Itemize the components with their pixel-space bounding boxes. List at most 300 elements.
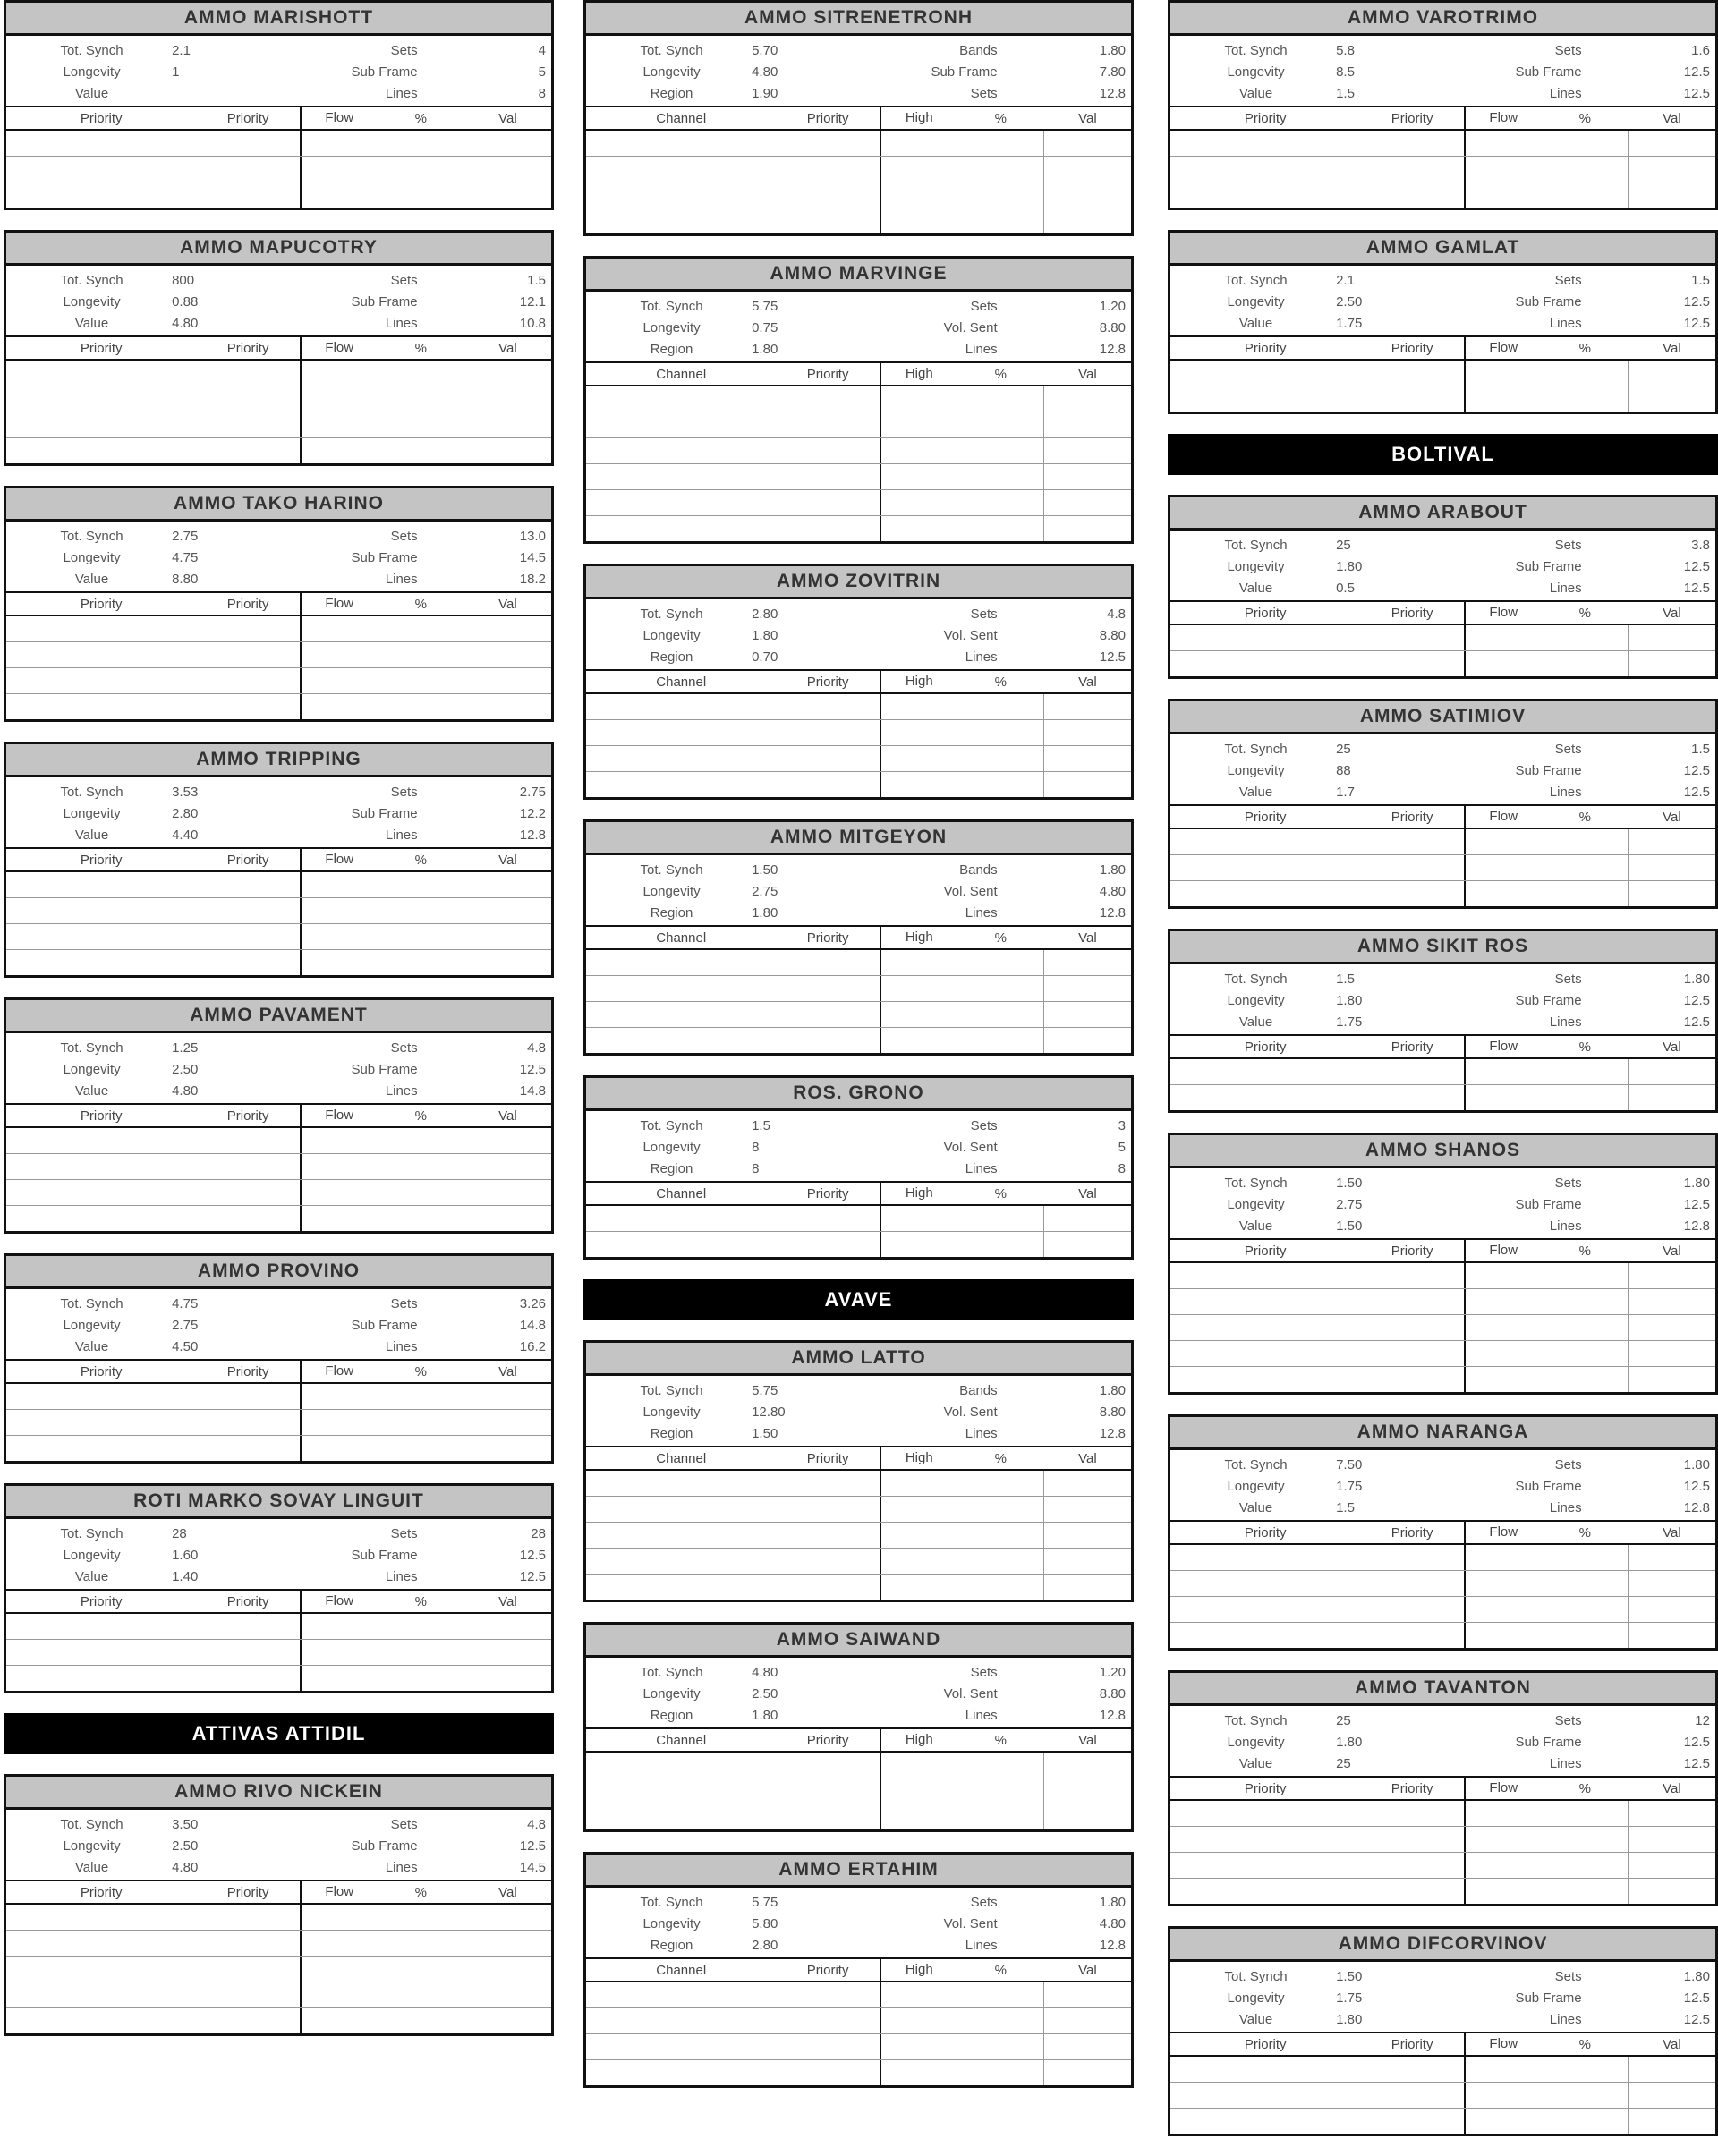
table-cell	[300, 1666, 376, 1691]
stat-label: Vol. Sent	[943, 883, 998, 899]
table-cell	[464, 642, 551, 667]
stat-value: 12.5	[1683, 64, 1710, 80]
data-card	[583, 1852, 1134, 2088]
table-header	[586, 1957, 1131, 1982]
table-header	[6, 591, 551, 616]
table-cell	[1464, 1341, 1540, 1366]
column-header: %	[994, 1185, 1007, 1201]
table-row	[6, 1931, 551, 1957]
column-header: Val	[498, 1593, 517, 1609]
stat-value: 5.75	[752, 1382, 778, 1398]
stat-label: Sub Frame	[1515, 992, 1582, 1008]
stat-label: Lines	[965, 1425, 998, 1441]
stat-value: 4.80	[752, 1664, 778, 1680]
table-cell	[464, 1384, 551, 1409]
stat-label: Longevity	[63, 1547, 121, 1563]
table-header	[586, 1446, 1131, 1471]
table-cell	[1464, 1827, 1540, 1852]
table-cell	[1043, 2034, 1131, 2059]
data-card	[583, 564, 1134, 800]
stat-label: Value	[74, 315, 109, 331]
stat-label: Sub Frame	[351, 64, 418, 80]
stat-value: 0.5	[1336, 580, 1355, 596]
column-header: %	[1578, 1524, 1591, 1541]
table-cell	[1464, 131, 1540, 156]
column-header: Priority	[1244, 110, 1287, 126]
stat-value: 1.75	[1336, 1990, 1363, 2006]
column-header: %	[994, 366, 1007, 382]
table-header	[1170, 804, 1715, 829]
column-header: High	[880, 1447, 957, 1469]
section-banner: AVAVE	[583, 1279, 1134, 1320]
table-cell	[464, 1905, 551, 1930]
stat-value: 2.80	[752, 1937, 778, 1953]
column-header: %	[1578, 1039, 1591, 1055]
table-header	[6, 1589, 551, 1614]
stat-row	[12, 269, 546, 291]
stat-value: 8.5	[1336, 64, 1355, 80]
card-title: AMMO SHANOS	[1170, 1135, 1715, 1168]
stat-value: 1.50	[752, 1425, 778, 1441]
stat-label: Value	[1238, 1218, 1273, 1234]
table-cell	[1464, 1571, 1540, 1596]
table-cell	[880, 1028, 956, 1053]
table-row	[1170, 625, 1715, 651]
stat-value: 1.20	[1099, 298, 1126, 314]
column-header: Priority	[226, 1884, 269, 1900]
stat-value: 1.5	[1336, 1499, 1355, 1515]
stat-label: Region	[650, 341, 693, 357]
stat-row	[1176, 269, 1710, 291]
stat-value: 1.5	[527, 272, 546, 288]
stat-row	[591, 1934, 1126, 1956]
stat-value: 4.8	[1107, 606, 1126, 622]
table-cell	[1628, 1827, 1715, 1852]
stat-label: Sets	[1554, 1456, 1582, 1473]
stat-row	[591, 1379, 1126, 1401]
table-cell	[1628, 1853, 1715, 1878]
stat-label: Sets	[970, 85, 998, 101]
stat-label: Sub Frame	[351, 1061, 418, 1077]
stat-value: 25	[1336, 1712, 1351, 1728]
table-row	[1170, 1263, 1715, 1289]
stat-row	[591, 317, 1126, 338]
stat-label: Value	[1238, 1499, 1273, 1515]
stat-label: Sets	[1554, 1712, 1582, 1728]
stat-label: Longevity	[642, 64, 701, 80]
stat-value: 1.5	[1336, 971, 1355, 987]
stat-row	[591, 61, 1126, 82]
stat-label: Tot. Synch	[60, 1295, 123, 1311]
table-cell	[300, 872, 376, 897]
stat-label: Sets	[390, 1525, 418, 1541]
stat-value: 5.70	[752, 42, 778, 58]
stat-value: 4.80	[1099, 883, 1126, 899]
stat-value: 4	[538, 42, 546, 58]
stat-label: Value	[1238, 580, 1273, 596]
stat-label: Region	[650, 649, 693, 665]
stat-value: 2.75	[752, 883, 778, 899]
table-row	[586, 950, 1131, 976]
column-header: Priority	[1244, 1524, 1287, 1541]
stat-label: Value	[74, 1568, 109, 1584]
table-cell	[464, 1640, 551, 1665]
table-row	[6, 2008, 551, 2033]
table-cell	[1464, 1853, 1540, 1878]
column-header: Priority	[806, 366, 849, 382]
stat-row	[1176, 1753, 1710, 1774]
table-cell	[1628, 1289, 1715, 1314]
table-cell	[464, 1982, 551, 2007]
stats-grid	[586, 36, 1131, 106]
stat-value: 1.80	[1336, 992, 1363, 1008]
card-title: AMMO VAROTRIMO	[1170, 3, 1715, 36]
table-cell	[880, 412, 956, 437]
table-cell	[1628, 2109, 1715, 2134]
stat-row	[1176, 1215, 1710, 1236]
stat-row	[12, 1835, 546, 1856]
column-header: %	[414, 1108, 427, 1124]
stat-value: 12.5	[1683, 1478, 1710, 1494]
stat-row	[12, 824, 546, 845]
stat-label: Tot. Synch	[1224, 741, 1288, 757]
stat-value: 5	[1118, 1139, 1126, 1155]
column-header: Val	[498, 110, 517, 126]
table-cell	[300, 898, 376, 923]
table-cell	[880, 1575, 956, 1600]
stat-row	[591, 1661, 1126, 1683]
card-title: ROS. GRONO	[586, 1078, 1131, 1111]
stat-value: 8.80	[1099, 627, 1126, 643]
table-cell	[464, 694, 551, 719]
stat-label: Tot. Synch	[1224, 1712, 1288, 1728]
table-cell	[1043, 438, 1131, 463]
column-1	[4, 0, 554, 2056]
table-row	[6, 668, 551, 694]
stat-row	[1176, 291, 1710, 312]
card-title: AMMO ARABOUT	[1170, 497, 1715, 531]
stat-label: Longevity	[63, 1317, 121, 1333]
stat-value: 1.80	[1683, 971, 1710, 987]
column-header: Priority	[1244, 605, 1287, 621]
card-title: AMMO MAPUCOTRY	[6, 233, 551, 266]
column-header: %	[414, 110, 427, 126]
table-cell	[300, 1957, 376, 1982]
table-cell	[1628, 2083, 1715, 2108]
stat-row	[1176, 1987, 1710, 2008]
stat-value: 2.1	[172, 42, 191, 58]
table-row	[6, 694, 551, 719]
stat-value: 4.80	[172, 1859, 199, 1875]
stat-label: Tot. Synch	[1224, 537, 1288, 553]
table-cell	[1043, 720, 1131, 745]
column-header: Priority	[80, 110, 123, 126]
stat-value: 2.80	[172, 805, 199, 821]
stat-value: 2.75	[1336, 1196, 1363, 1212]
table-cell	[880, 950, 956, 975]
stats-grid	[6, 266, 551, 335]
stat-label: Longevity	[642, 319, 701, 335]
stat-label: Longevity	[1227, 64, 1285, 80]
table-cell	[1464, 361, 1540, 386]
stat-label: Longevity	[1227, 762, 1285, 778]
column-header: Priority	[226, 1108, 269, 1124]
table-cell	[880, 720, 956, 745]
data-card	[1168, 230, 1718, 414]
column-header: Val	[1078, 1185, 1097, 1201]
stat-row	[1176, 738, 1710, 760]
data-card	[1168, 929, 1718, 1113]
table-row	[6, 1957, 551, 1982]
table-cell	[300, 1154, 376, 1179]
table-row	[6, 1206, 551, 1231]
column-header: Priority	[80, 340, 123, 356]
table-cell	[880, 438, 956, 463]
table-row	[1170, 829, 1715, 855]
table-header	[1170, 1520, 1715, 1545]
column-header: Flow	[1464, 1778, 1542, 1799]
stat-value: 1.80	[1099, 42, 1126, 58]
table-cell	[464, 872, 551, 897]
stat-row	[1176, 1731, 1710, 1753]
stat-label: Longevity	[1227, 1990, 1285, 2006]
column-header: Channel	[656, 1450, 707, 1466]
column-header: Val	[1663, 1039, 1681, 1055]
column-header: %	[1578, 809, 1591, 825]
table-cell	[1464, 1315, 1540, 1340]
stat-value: 14.5	[519, 549, 546, 565]
table-cell	[464, 412, 551, 437]
column-header: Val	[1663, 1524, 1681, 1541]
column-header: Priority	[806, 1732, 849, 1748]
stat-value: 4.80	[172, 1082, 199, 1099]
column-header: Flow	[1464, 2033, 1542, 2055]
table-cell	[1043, 1753, 1131, 1778]
table-header	[1170, 600, 1715, 625]
stat-value: 12.5	[1683, 2011, 1710, 2027]
column-header: %	[994, 674, 1007, 690]
table-row	[586, 976, 1131, 1002]
table-row	[1170, 2057, 1715, 2083]
table-cell	[1628, 361, 1715, 386]
stat-value: 3.26	[519, 1295, 546, 1311]
table-cell	[1464, 2083, 1540, 2108]
table-cell	[1043, 386, 1131, 412]
stat-label: Sets	[1554, 537, 1582, 553]
stat-value: 12.5	[1683, 315, 1710, 331]
stat-label: Value	[74, 571, 109, 587]
table-row	[1170, 386, 1715, 412]
stat-value: 1.80	[1336, 558, 1363, 574]
stat-row	[12, 1314, 546, 1336]
column-header: Priority	[806, 110, 849, 126]
stat-row	[591, 1115, 1126, 1136]
stat-label: Sets	[390, 1816, 418, 1832]
column-header: Channel	[656, 1962, 707, 1978]
stat-label: Value	[74, 85, 109, 101]
stat-label: Tot. Synch	[1224, 272, 1288, 288]
table-cell	[1464, 651, 1540, 676]
column-header: Flow	[1464, 107, 1542, 129]
stat-label: Lines	[965, 649, 998, 665]
data-card	[583, 256, 1134, 544]
stat-label: Lines	[1549, 580, 1582, 596]
table-header	[1170, 2032, 1715, 2057]
data-card	[1168, 1133, 1718, 1395]
column-header: %	[1578, 340, 1591, 356]
table-cell	[1628, 1597, 1715, 1622]
column-header: Channel	[656, 1185, 707, 1201]
stat-value: 12.5	[1099, 649, 1126, 665]
table-cell	[1043, 1549, 1131, 1574]
stats-grid	[586, 1658, 1131, 1727]
stat-label: Lines	[385, 1082, 418, 1099]
table-cell	[464, 668, 551, 693]
column-header: Channel	[656, 366, 707, 382]
stat-row	[12, 781, 546, 802]
column-header: Channel	[656, 110, 707, 126]
stat-label: Sub Frame	[351, 1547, 418, 1563]
stats-grid	[1170, 531, 1715, 600]
table-cell	[880, 490, 956, 515]
stats-grid	[586, 1111, 1131, 1181]
stat-label: Longevity	[63, 1061, 121, 1077]
stat-value: 1.80	[752, 341, 778, 357]
card-title: AMMO SAIWAND	[586, 1625, 1131, 1658]
column-header: %	[994, 929, 1007, 946]
stat-value: 12.5	[1683, 1755, 1710, 1771]
stat-value: 10.8	[519, 315, 546, 331]
table-row	[586, 720, 1131, 746]
table-row	[6, 898, 551, 924]
table-row	[586, 386, 1131, 412]
column-header: High	[880, 1729, 957, 1751]
table-row	[6, 924, 551, 950]
stats-grid	[1170, 36, 1715, 106]
table-row	[6, 361, 551, 386]
table-row	[586, 1002, 1131, 1028]
table-cell	[300, 616, 376, 641]
column-header: %	[994, 1962, 1007, 1978]
table-row	[1170, 651, 1715, 676]
table-cell	[880, 2060, 956, 2085]
table-cell	[300, 157, 376, 182]
table-cell	[1464, 2057, 1540, 2082]
stat-value: 1.50	[752, 862, 778, 878]
table-cell	[464, 1180, 551, 1205]
table-cell	[464, 131, 551, 156]
table-cell	[464, 1666, 551, 1691]
stat-label: Lines	[1549, 1014, 1582, 1030]
stat-row	[591, 1913, 1126, 1934]
table-cell	[300, 1931, 376, 1956]
table-cell	[464, 1410, 551, 1435]
stat-label: Lines	[1549, 1499, 1582, 1515]
stat-value: 12.8	[1099, 904, 1126, 921]
table-row	[1170, 1289, 1715, 1315]
column-header: Val	[1663, 340, 1681, 356]
table-cell	[1043, 1471, 1131, 1496]
stat-row	[1176, 1172, 1710, 1193]
table-row	[1170, 157, 1715, 182]
stat-value: 8	[752, 1139, 760, 1155]
table-cell	[1043, 208, 1131, 233]
stat-value: 1.80	[752, 904, 778, 921]
table-header	[1170, 1776, 1715, 1801]
table-row	[6, 412, 551, 438]
table-cell	[464, 1614, 551, 1639]
data-card	[4, 1774, 554, 2036]
column-header: Priority	[1391, 1524, 1433, 1541]
stat-label: Longevity	[63, 1838, 121, 1854]
stat-label: Region	[650, 1160, 693, 1176]
table-header	[6, 847, 551, 872]
column-header: Flow	[300, 1591, 378, 1612]
stat-value: 4.80	[172, 315, 199, 331]
table-row	[6, 131, 551, 157]
stat-label: Tot. Synch	[640, 862, 703, 878]
stat-value: 3.8	[1691, 537, 1710, 553]
stat-value: 28	[172, 1525, 187, 1541]
column-header: Flow	[300, 593, 378, 615]
column-header: Val	[1078, 929, 1097, 946]
stat-value: 8.80	[1099, 1404, 1126, 1420]
stat-label: Lines	[1549, 784, 1582, 800]
stat-value: 12.5	[1683, 558, 1710, 574]
column-header: %	[414, 596, 427, 612]
table-row	[6, 157, 551, 182]
stat-row	[12, 568, 546, 590]
column-header: Priority	[806, 929, 849, 946]
table-cell	[880, 182, 956, 208]
stat-label: Value	[1238, 2011, 1273, 2027]
stat-label: Sub Frame	[351, 1317, 418, 1333]
table-cell	[464, 1931, 551, 1956]
stat-label: Lines	[385, 315, 418, 331]
stat-label: Tot. Synch	[60, 1525, 123, 1541]
column-header: Flow	[1464, 337, 1542, 359]
stat-label: Lines	[965, 1707, 998, 1723]
stat-label: Tot. Synch	[640, 1382, 703, 1398]
stat-row	[12, 1058, 546, 1080]
table-cell	[464, 898, 551, 923]
stat-label: Value	[1238, 1755, 1273, 1771]
column-header: Channel	[656, 929, 707, 946]
table-row	[1170, 1597, 1715, 1623]
stats-grid	[6, 522, 551, 591]
stat-label: Longevity	[642, 627, 701, 643]
table-cell	[880, 1002, 956, 1027]
column-header: Priority	[1391, 1039, 1433, 1055]
table-cell	[300, 1206, 376, 1231]
stat-value: 7.50	[1336, 1456, 1363, 1473]
stat-label: Bands	[959, 42, 998, 58]
stat-value: 1.80	[1099, 862, 1126, 878]
stat-label: Longevity	[63, 64, 121, 80]
table-row	[6, 1384, 551, 1410]
stat-value: 1.20	[1099, 1664, 1126, 1680]
table-row	[586, 1549, 1131, 1575]
stat-label: Sub Frame	[1515, 293, 1582, 310]
table-cell	[880, 2008, 956, 2033]
stat-label: Vol. Sent	[943, 1915, 998, 1931]
stat-row	[12, 1544, 546, 1566]
stat-value: 12.8	[1099, 85, 1126, 101]
stat-row	[1176, 1475, 1710, 1497]
stat-value: 1.75	[1336, 1014, 1363, 1030]
stat-value: 800	[172, 272, 195, 288]
column-header: %	[1578, 1243, 1591, 1259]
